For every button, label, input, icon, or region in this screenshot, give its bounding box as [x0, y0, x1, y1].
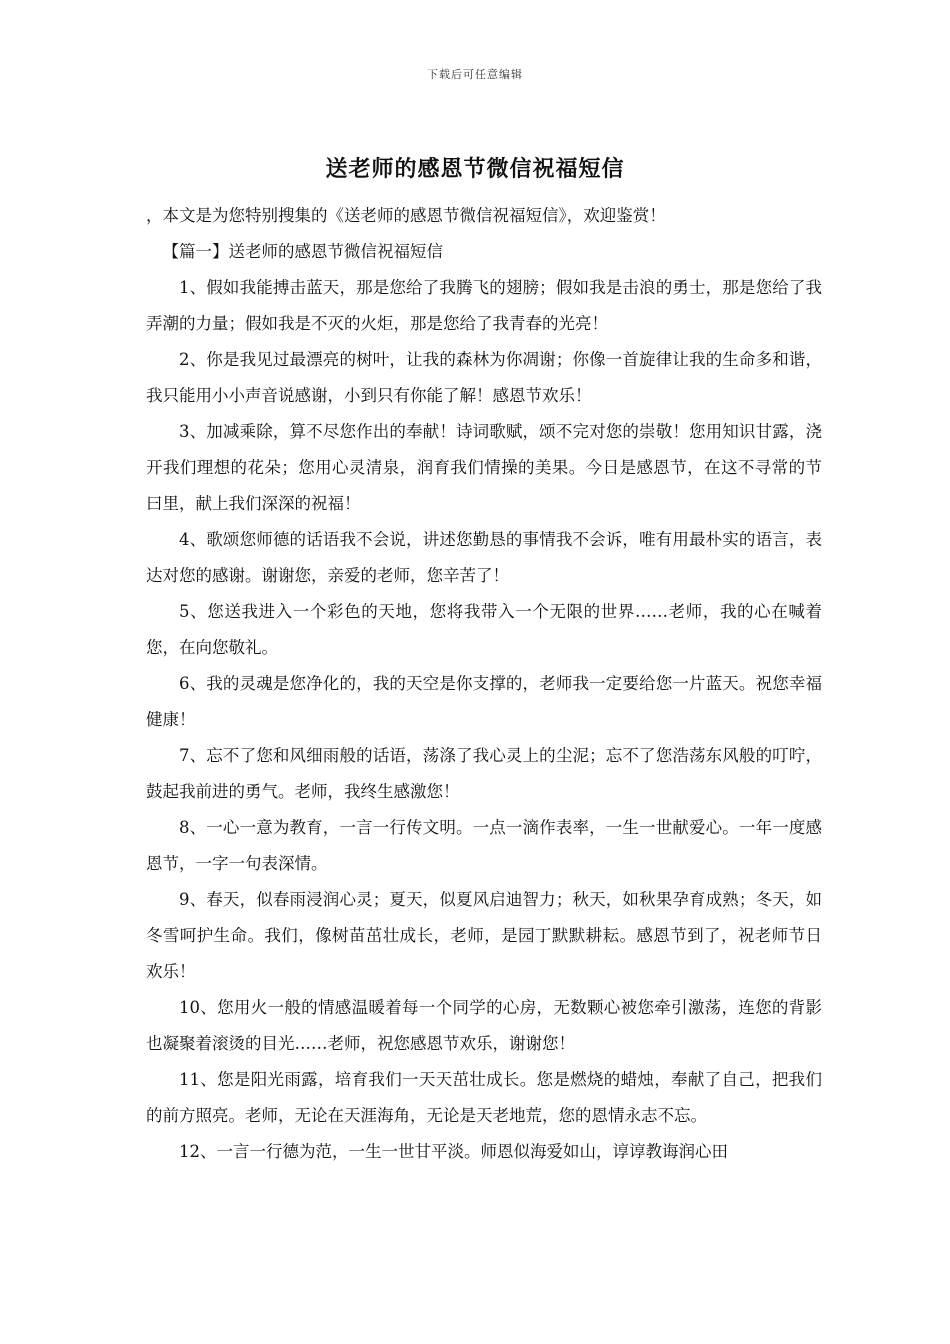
message-paragraph-8: 8、一心一意为教育，一言一行传文明。一点一滴作表率，一生一世献爱心。一年一度感恩节，一字一句表深情。	[146, 818, 822, 873]
message-paragraph-12: 12、一言一行德为范，一生一世甘平淡。师恩似海爱如山，谆谆教诲润心田	[179, 1142, 728, 1161]
document-title: 送老师的感恩节微信祝福短信	[325, 156, 625, 182]
page-header-note: 下载后可任意编辑	[427, 68, 523, 81]
intro-paragraph: ，本文是为您特别搜集的《送老师的感恩节微信祝福短信》，欢迎鉴赏！	[146, 206, 666, 225]
message-paragraph-7: 7、忘不了您和风细雨般的话语，荡涤了我心灵上的尘泥；忘不了您浩荡东风般的叮咛，鼓起我前进的勇气。老师，我终生感激您！	[146, 746, 822, 801]
message-paragraph-6: 6、我的灵魂是您净化的，我的天空是你支撑的，老师我一定要给您一片蓝天。祝您幸福健康！	[146, 674, 822, 729]
section-heading: 【篇一】送老师的感恩节微信祝福短信	[162, 242, 443, 261]
message-paragraph-3: 3、加减乘除，算不尽您作出的奉献！诗词歌赋，颂不完对您的崇敬！您用知识甘露，浇开我们理想的花朵；您用心灵清泉，润育我们情操的美果。今日是感恩节，在这不寻常的节曰里，献上我们深深的祝福！	[146, 422, 822, 513]
message-paragraph-10: 10、您用火一般的情感温暖着每一个同学的心房，无数颗心被您牵引激荡，连您的背影也凝聚着滚烫的目光……老师，祝您感恩节欢乐，谢谢您！	[146, 998, 822, 1053]
message-paragraph-1: 1、假如我能搏击蓝天，那是您给了我腾飞的翅膀；假如我是击浪的勇士，那是您给了我弄潮的力量；假如我是不灭的火炬，那是您给了我青春的光亮！	[146, 278, 822, 333]
message-paragraph-11: 11、您是阳光雨露，培育我们一天天茁壮成长。您是燃烧的蜡烛，奉献了自己，把我们的前方照亮。老师，无论在天涯海角，无论是天老地荒，您的恩情永志不忘。	[146, 1070, 822, 1125]
document-body	[146, 198, 822, 1170]
message-paragraph-2: 2、你是我见过最漂亮的树叶，让我的森林为你凋谢；你像一首旋律让我的生命多和谐，我只能用小小声音说感谢，小到只有你能了解！感恩节欢乐！	[146, 350, 822, 405]
message-paragraph-9: 9、春天，似春雨浸润心灵；夏天，似夏风启迪智力；秋天，如秋果孕育成熟；冬天，如冬雪呵护生命。我们，像树苗茁壮成长，老师，是园丁默默耕耘。感恩节到了，祝老师节日欢乐！	[146, 890, 822, 981]
message-paragraph-4: 4、歌颂您师德的话语我不会说，讲述您勤恳的事情我不会诉，唯有用最朴实的语言，表达对您的感谢。谢谢您，亲爱的老师，您辛苦了！	[146, 530, 822, 585]
message-paragraph-5: 5、您送我进入一个彩色的天地，您将我带入一个无限的世界……老师，我的心在喊着您，在向您敬礼。	[146, 602, 822, 657]
